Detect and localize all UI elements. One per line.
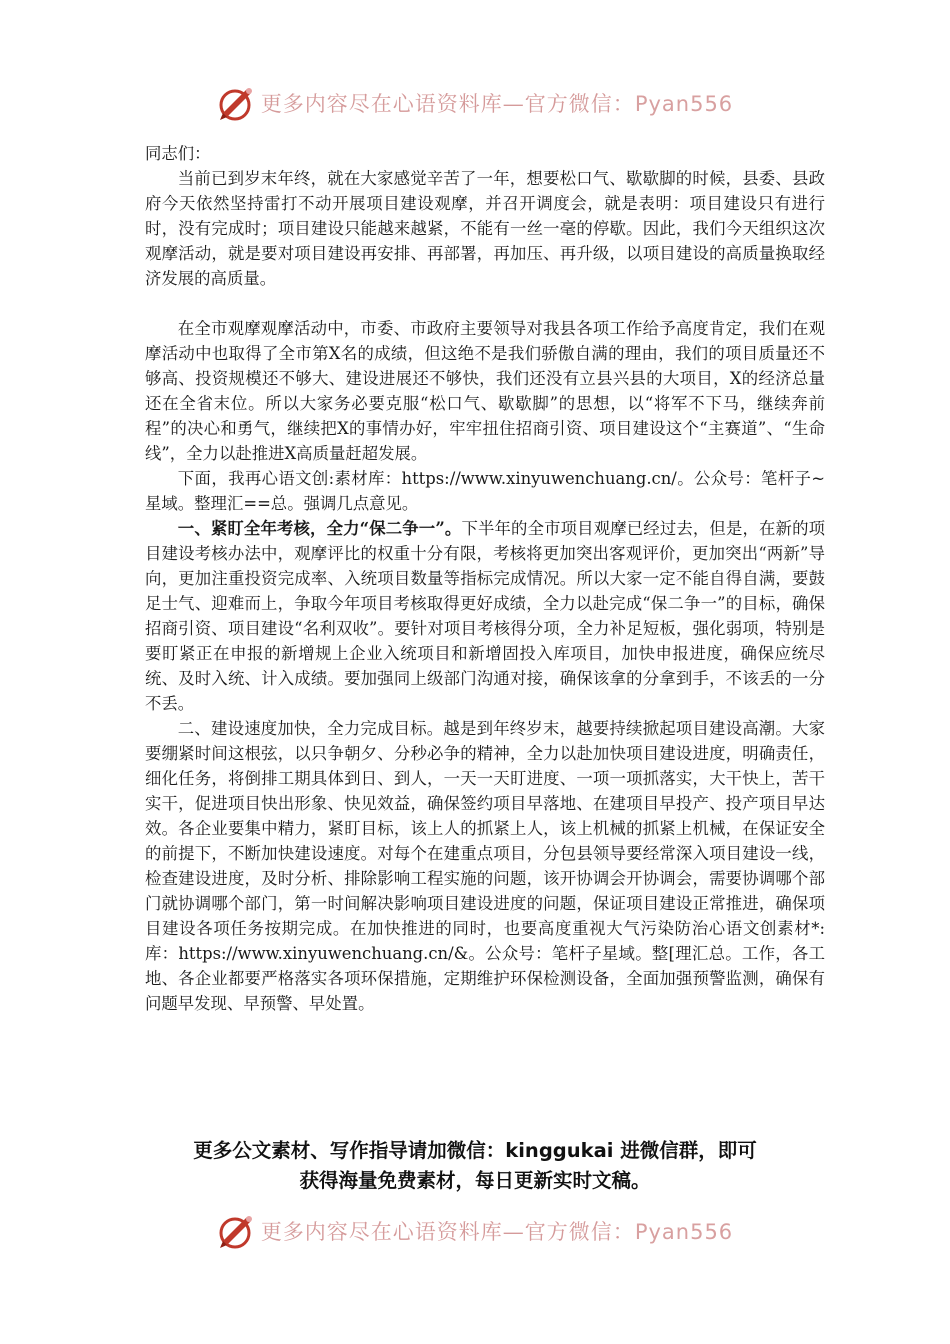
salutation: 同志们： [145,144,211,163]
document-body [145,141,825,1016]
paragraph-intro: 当前已到岁末年终，就在大家感觉辛苦了一年，想要松口气、歇歇脚的时候，县委、县政府今天依然坚持雷打不动开展项目建设观摩，并召开调度会，就是表明：项目建设只有进行时，没有完成时；项目建设只能越来越紧，不能有一丝一毫的停歇。因此，我们今天组织这次观摩活动，就是要对项目建设再安排、再部署，再加压、再升级，以项目建设的高质量换取经济发展的高质量。 [145,169,825,288]
section-two: 二、建设速度加快，全力完成目标。越是到年终岁末，越要持续掀起项目建设高潮。大家要绷紧时间这根弦，以只争朝夕、分秒必争的精神，全力以赴加快项目建设进度，明确责任，细化任务，将倒排工期具体到日、到人，一天一天盯进度、一项一项抓落实，大干快上，苦干实干，促进项目快出形象、快见效益，确保签约项目早落地、在建项目早投产、投产项目早达效。各企业要集中精力，紧盯目标，该上人的抓紧上人，该上机械的抓紧上机械，在保证安全的前提下，不断加快建设速度。对每个在建重点项目，分包县领导要经常深入项目建设一线，检查建设进度，及时分析、排除影响工程实施的问题，该开协调会开协调会，需要协调哪个部门就协调哪个部门，第一时间解决影响项目建设进度的问题，保证项目建设正常推进，确保项目建设各项任务按期完成。在加快推进的同时，也要高度重视大气污染防治心语文创素材*:库：https://www.xinyuwenchuang.cn/&。公众号：笔杆子星域。整[理汇总。工作，各工地、各企业都要严格落实各项环保措施，定期维护环保检测设备，全面加强预警监测，确保有问题早发现、早预警、早处置。 [145,719,825,1013]
banner-slogan: 更多内容尽在心语资料库—官方微信： [260,1220,635,1244]
section-one-body: 下半年的全市项目观摩已经过去，但是，在新的项目建设考核办法中，观摩评比的权重十分有限，考核将更加突出客观评价，更加突出“两新”导向，更加注重投资完成率、入统项目数量等指标完成情况。所以大家一定不能自得自满，要鼓足士气、迎难而上，争取今年项目考核取得更好成绩，全力以赴完成“保二争一”的目标，确保招商引资、项目建设“名利双收”。要针对项目考核得分项，全力补足短板，强化弱项，特别是要盯紧正在申报的新增规上企业入统项目和新增固投入库项目，加快申报进度，确保应统尽统、及时入统、计入成绩。要加强同上级部门沟通对接，确保该拿的分拿到手，不该丢的一分不丢。 [145,519,826,713]
footer-cta-line1: 更多公文素材、写作指导请加微信：kinggukai 进微信群，即可 [193,1139,757,1162]
banner-text [261,1216,733,1246]
footer-cta [120,1136,830,1196]
footer-banner [0,1206,950,1256]
paragraph-transition: 下面，我再心语文创:素材库：https://www.xinyuwenchuang.cn/。公众号：笔杆子~星域。整理汇==总。强调几点意见。 [145,469,825,513]
paragraph-gap [145,291,825,316]
pen-logo-icon [217,1211,257,1251]
wechat-id: Pyan556 [634,92,734,116]
section-one [145,516,825,716]
header-banner [0,78,950,128]
wechat-id: Pyan556 [634,1220,734,1244]
banner-slogan: 更多内容尽在心语资料库—官方微信： [260,92,635,116]
section-one-heading: 一、紧盯全年考核，全力“保二争一”。 [177,519,462,538]
paragraph-review: 在全市观摩观摩活动中，市委、市政府主要领导对我县各项工作给予高度肯定，我们在观摩活动中也取得了全市第X名的成绩，但这绝不是我们骄傲自满的理由，我们的项目质量还不够高、投资规模还不够大、建设进展还不够快，我们还没有立县兴县的大项目，X的经济总量还在全省末位。所以大家务必要克服“松口气、歇歇脚”的思想，以“将军不下马，继续奔前程”的决心和勇气，继续把X的事情办好，牢牢扭住招商引资、项目建设这个“主赛道”、“生命线”，全力以赴推进X高质量赶超发展。 [145,319,825,463]
footer-cta-line2: 获得海量免费素材，每日更新实时文稿。 [299,1169,651,1192]
pen-logo-icon [217,83,257,123]
banner-text [261,88,733,118]
